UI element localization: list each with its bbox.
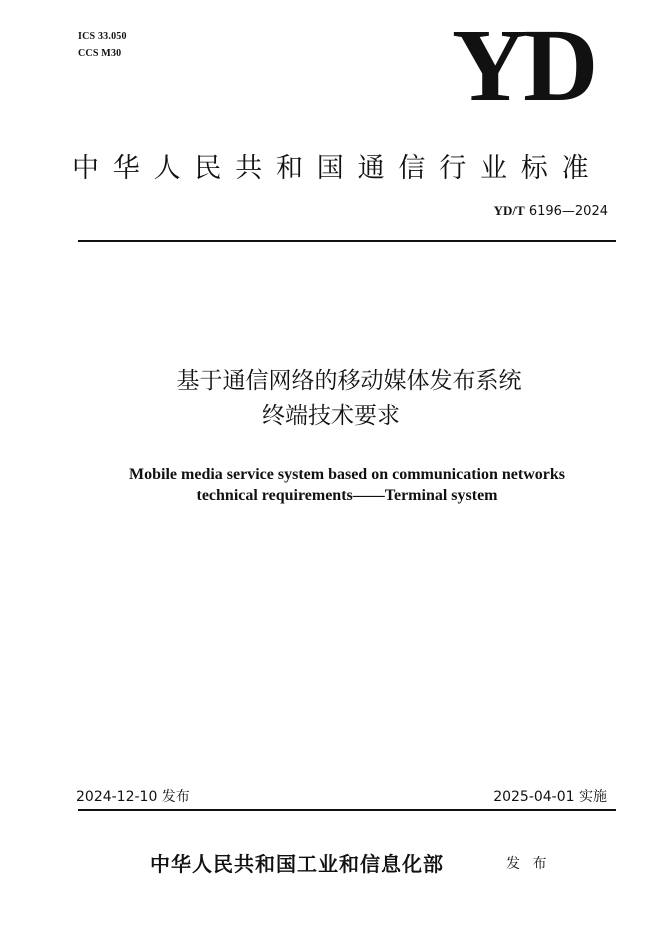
issue-label: 发 布: [506, 856, 551, 872]
issue-date: 2024-12-10 发布: [76, 789, 190, 805]
implementation-date: 2025-04-01 实施: [493, 789, 607, 805]
ics-code: ICS 33.050: [78, 31, 127, 42]
english-title-line-2: technical requirements——Terminal system: [196, 487, 498, 504]
standard-number-prefix: YD/T: [493, 203, 525, 218]
issuing-authority: 中华人民共和国工业和信息化部: [150, 852, 444, 876]
yd-logo: YD: [452, 8, 595, 123]
english-title-line-1: Mobile media service system based on communication networks: [129, 466, 565, 483]
footer-divider: [78, 809, 616, 811]
ccs-code: CCS M30: [78, 48, 122, 59]
standard-category-title: 中华人民共和国通信行业标准: [72, 153, 603, 184]
header-divider: [78, 240, 616, 242]
chinese-title-line-1: 基于通信网络的移动媒体发布系统: [176, 368, 522, 394]
chinese-title-line-2: 终端技术要求: [262, 403, 400, 429]
standard-number: [494, 203, 608, 219]
standard-number-value: 6196—2024: [528, 204, 608, 219]
